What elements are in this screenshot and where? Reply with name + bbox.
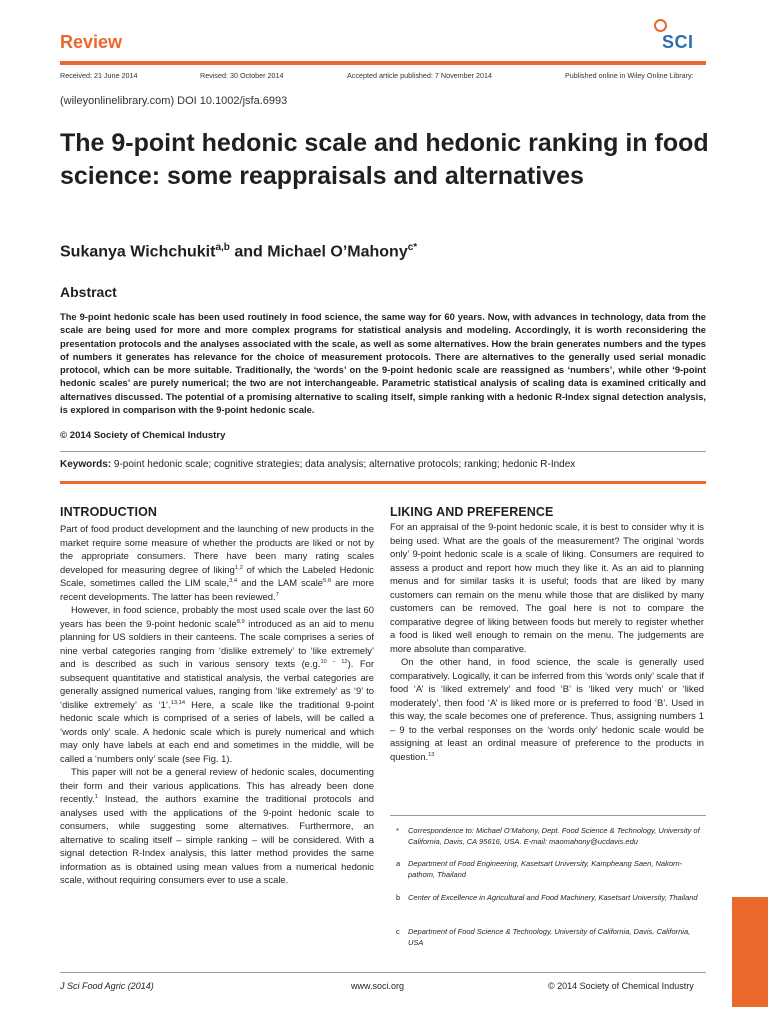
citation[interactable]: 3,4 — [229, 577, 238, 584]
author-1-affiliation: a,b — [215, 242, 230, 253]
citation[interactable]: 1 — [94, 793, 98, 800]
footnote-mark: c — [396, 927, 400, 936]
author-line — [60, 242, 417, 261]
text-run: and the LAM scale — [237, 577, 323, 588]
logo-text: SCI — [662, 32, 694, 52]
intro-paragraph — [60, 765, 374, 887]
citation[interactable]: 13,14 — [170, 699, 186, 706]
footnote-text: Center of Excellence in Agricultural and Food Machinery, Kasetsart University, Thailand — [408, 893, 698, 902]
footnote-affiliation-c — [390, 927, 706, 948]
text-run: This paper will not be a general review of hedonic scales, documenting their form and their various applications. This has already been done recently. — [60, 766, 374, 804]
text-run: of which the Labeled Hedonic Scale, sometimes called the LIM scale, — [60, 563, 374, 588]
citation[interactable]: 10 − 12 — [320, 658, 348, 665]
article-history — [60, 71, 706, 83]
intro-column — [60, 522, 374, 887]
intro-paragraph — [60, 522, 374, 603]
footnote-text: Department of Food Science & Technology, University of California, Davis, California, USA — [408, 927, 691, 947]
footer-copyright: © 2014 Society of Chemical Industry — [548, 981, 694, 991]
accepted-date: Accepted article published: 7 November 2014 — [347, 71, 493, 80]
footnote-mark: * — [396, 826, 399, 835]
side-tab-marker — [732, 897, 768, 1007]
section-label: Review — [60, 32, 123, 52]
sci-logo[interactable] — [652, 17, 712, 53]
footnote-affiliation-a — [390, 859, 706, 880]
author-2-affiliation: c* — [407, 242, 418, 253]
received-date: Received: 21 June 2014 — [60, 71, 138, 80]
doi-link[interactable]: (wileyonlinelibrary.com) DOI 10.1002/jsfa.6993 — [60, 95, 288, 107]
text-run: ). For subsequent quantitative and statistical analysis, the verbal categories are generally assigned numerical values, ranging from ‘like extremely’ as ‘9’ to ‘dislike extremely’ as ‘1’. — [60, 658, 374, 710]
keywords-rule-bottom — [60, 481, 706, 484]
author-2[interactable]: Michael O’Mahony — [267, 243, 408, 261]
footnote-correspondence — [390, 826, 706, 847]
citation[interactable]: 5,6 — [323, 577, 332, 584]
liking-paragraph: For an appraisal of the 9-point hedonic scale, it is best to consider why it is being used. What are the goals of the measurement? The original ‘words only’ 9-point hedonic scale is a scale of liking. Consumers are required to assess a product and report how much they like it. As an aid to planning menus and for similar tasks it is useful; foods that are liked by many customers can remain on the menu while those that are disliked by many customers can be removed. The goal here is not to compare the comparative degree of liking between foods but merely to register whether a food is liked well enough to remain on the menu. The judgements are more absolute than comparative. — [390, 521, 704, 654]
intro-heading: INTRODUCTION — [60, 505, 158, 519]
citation[interactable]: 1,2 — [234, 564, 243, 571]
abstract-copyright: © 2014 Society of Chemical Industry — [60, 430, 226, 441]
journal-citation: J Sci Food Agric (2014) — [60, 981, 154, 991]
logo-ring-icon — [654, 19, 667, 32]
liking-column — [390, 520, 704, 763]
text-run: are more recent developments. The latter has been reviewed. — [60, 577, 374, 602]
liking-paragraph — [390, 655, 704, 763]
text-run: On the other hand, in food science, the scale is generally used comparatively. Logically, it can be inferred from this ‘words only’ scale that if food ‘A’ is ‘liked extremely’ and food ‘B’ is ‘liked very much’ or ‘liked moderately’, then food ‘A’ is liked more or is preferred to food ‘B’. Used in this way, the scale becomes one of preference. Thus, assigning numbers 1 – 9 to the verbal responses on the ‘words only’ hedonic scale would be assigning at least an ordinal measure of preference to the products in question. — [390, 656, 704, 762]
citation[interactable]: 7 — [275, 591, 279, 598]
text-run: Here, a scale like the traditional 9-point hedonic scale which is comprised of a series of labels, will be called a ‘words only’ scale. A hedonic scale which is purely numerical and which may only have labels at each end and sometimes in the middle, will be called a ‘numbers only’ scale (see Fig. 1). — [60, 698, 374, 764]
footer-rule — [60, 972, 706, 973]
intro-paragraph — [60, 603, 374, 765]
keywords-text: 9-point hedonic scale; cognitive strategies; data analysis; alternative protocols; ranking; hedonic R-Index — [111, 459, 576, 470]
citation[interactable]: 13 — [428, 751, 435, 758]
footnote-mark: a — [396, 859, 401, 868]
text-run: introduced as an aid to menu planning for US soldiers in their canteens. The scale comprises a series of nine verbal categories ranging from ‘dislike extremely’ to ‘like extremely’ and is described as such in various sensory texts (e.g. — [60, 617, 374, 669]
abstract-heading: Abstract — [60, 284, 117, 300]
text-run: Part of food product development and the launching of new products in the market require some measure of whether the products are liked or not by the appropriate consumers. There have been many rating scales developed for measuring degree of liking — [60, 523, 374, 575]
keywords-rule-top — [60, 451, 706, 452]
keywords-label: Keywords: — [60, 459, 112, 470]
citation[interactable]: 8,9 — [236, 618, 245, 625]
liking-heading: LIKING AND PREFERENCE — [390, 505, 554, 519]
footer-url[interactable]: www.soci.org — [351, 981, 405, 991]
footnote-mark: b — [396, 893, 401, 902]
footnote-text: Department of Food Engineering, Kasetsart University, Kampheang Saen, Nakorn-pathom, Thailand — [408, 859, 683, 879]
footnote-text: Correspondence to: Michael O’Mahony, Dept. Food Science & Technology, University of California, Davis, CA 95616, USA. E-mail: maomahony@ucdavis.edu — [408, 826, 700, 846]
header-rule — [60, 61, 706, 65]
text-run: Instead, the authors examine the traditional protocols and analyses used with the applications of the 9-point hedonic scale to consumers, while suggesting some alternatives. Furthermore, an alternative to scaling itself – simple ranking – will be considered. With a signal detection R-Index analysis, this latter method provides the same information as is obtained using mean values from a numerical hedonic scale, without requiring consumers ever to use a scale. — [60, 793, 374, 885]
author-1[interactable]: Sukanya Wichchukit — [60, 243, 216, 261]
revised-date: Revised: 30 October 2014 — [200, 71, 284, 80]
footnote-affiliation-b — [390, 893, 706, 904]
abstract-body: The 9-point hedonic scale has been used routinely in food science, the same way for 60 years. Now, with advances in technology, data from the scale are being used for more and more complex programs for statistical analysis and modeling. Accordingly, it is worth reconsidering the presentation protocols and the analyses associated with the scale, as well as some alternatives. How the brain generates numbers and the types of numbers it generates has relevance for the choice of measurement protocols. There are alternatives to the generally used serial monadic protocol, which can be more suitable. Traditionally, the ‘words’ on the 9-point hedonic scale are reassigned as ‘numbers’, while other ‘9-point hedonic scales’ are purely numerical; the two are not interchangeable. Parametric statistical analysis of scaling data is examined critically and alternatives discussed. The potential of a promising alternative to scaling itself, simple ranking with a hedonic R-Index signal detection analysis, is explored in comparison with the 9-point hedonic scale. — [60, 312, 706, 416]
author-conjunction: and — [229, 243, 268, 261]
published-online: Published online in Wiley Online Library: — [565, 71, 694, 80]
footnote-rule — [390, 815, 706, 816]
text-run: However, in food science, probably the most used scale over the last 60 years has been the 9-point hedonic scale — [60, 604, 374, 629]
article-title: The 9-point hedonic scale and hedonic ranking in food science: some reappraisals and alternatives — [60, 129, 709, 190]
keywords — [60, 459, 575, 470]
